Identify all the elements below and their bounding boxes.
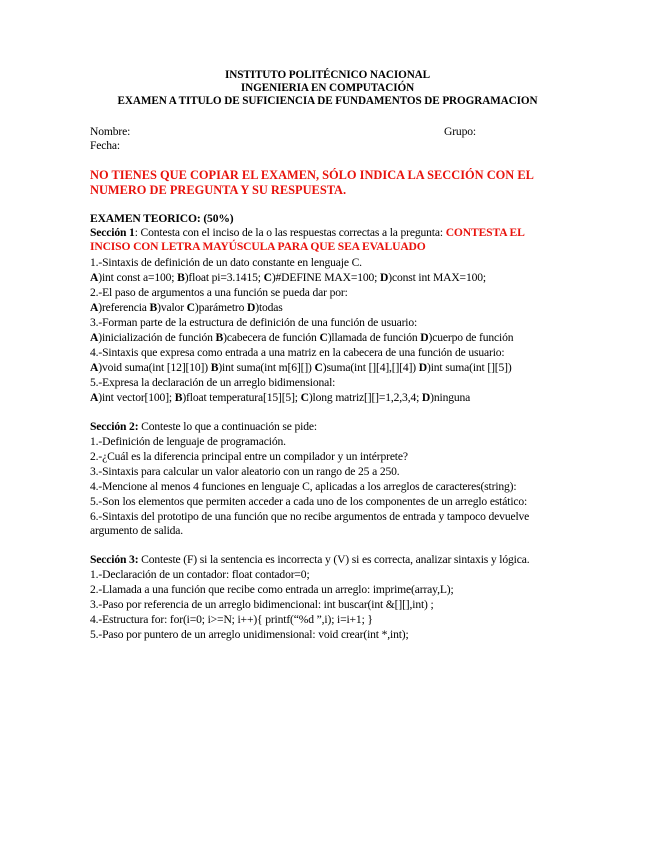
sec2-label: Sección 2: <box>90 420 139 433</box>
sec3-label: Sección 3: <box>90 553 139 566</box>
option-text: )int vector[100]; <box>98 391 175 404</box>
sec2-intro <box>90 420 317 434</box>
option-text: )float temperatura[15][5]; <box>182 391 301 404</box>
sec1-question-3: 3.-Forman parte de la estructura de definición de una función de usuario: <box>90 316 418 329</box>
sec2-item: 3.-Sintaxis para calcular un valor aleatorio con un rango de 25 a 250. <box>90 465 400 478</box>
option-letter: B <box>177 271 185 284</box>
option-letter: A <box>90 391 99 404</box>
notice-line-1: NO TIENES QUE COPIAR EL EXAMEN, SÓLO INDICA LA SECCIÓN CON EL <box>90 168 534 182</box>
sec2-intro-text: Conteste lo que a continuación se pide: <box>138 420 317 433</box>
option-letter: D <box>247 301 256 314</box>
option-letter: C <box>300 391 309 404</box>
option-text: )inicialización de función <box>98 331 216 344</box>
sec3-item: 2.-Llamada a una función que recibe como entrada un arreglo: imprime(array,L); <box>90 583 454 596</box>
sec1-question-5-options <box>90 391 470 405</box>
sec1-label: Sección 1 <box>90 226 135 239</box>
option-text: )cuerpo de función <box>428 331 514 344</box>
sec3-item: 4.-Estructura for: for(i=0; i>=N; i++){ printf(“%d ”,i); i=i+1; } <box>90 613 373 626</box>
option-text: )#DEFINE MAX=100; <box>271 271 380 284</box>
exam-title: EXAMEN A TITULO DE SUFICIENCIA DE FUNDAMENTOS DE PROGRAMACION <box>117 95 538 107</box>
sec3-item: 3.-Paso por referencia de un arreglo bidimencional: int buscar(int &[][],int) ; <box>90 598 434 611</box>
option-letter: B <box>174 391 183 404</box>
institution-title: INSTITUTO POLITÉCNICO NACIONAL <box>224 69 431 81</box>
option-letter: C <box>319 331 328 344</box>
option-text: )suma(int [][4],[][4]) <box>322 361 419 374</box>
sec2-item: 2.-¿Cuál es la diferencia principal entre un compilador y un intérprete? <box>90 450 408 463</box>
option-text: )float pi=3.1415; <box>184 271 264 284</box>
option-text: )int suma(int m[6][]) <box>218 361 315 374</box>
sec2-item: argumento de salida. <box>90 524 184 537</box>
sec2-item: 5.-Son los elementos que permiten acceder a cada uno de los componentes de un arreglo estático: <box>90 495 528 508</box>
grupo-label: Grupo: <box>444 125 476 138</box>
notice-line-2: NUMERO DE PREGUNTA Y SU RESPUESTA. <box>90 183 347 197</box>
sec3-item: 1.-Declaración de un contador: float contador=0; <box>90 568 310 581</box>
sec1-question-4: 4.-Sintaxis que expresa como entrada a una matriz en la cabecera de una función de usuario: <box>90 346 505 359</box>
option-letter: B <box>149 301 158 314</box>
option-letter: B <box>210 361 219 374</box>
sec1-question-1-options <box>90 271 486 285</box>
option-text: )int const a=100; <box>98 271 178 284</box>
option-text: )llamada de función <box>327 331 421 344</box>
sec1-question-5: 5.-Expresa la declaración de un arreglo bidimensional: <box>90 376 336 389</box>
sec3-item: 5.-Paso por puntero de un arreglo unidimensional: void crear(int *,int); <box>90 628 409 641</box>
option-letter: A <box>90 361 99 374</box>
option-letter: D <box>418 361 427 374</box>
option-letter: D <box>421 391 431 404</box>
sec1-question-4-options <box>90 361 512 375</box>
option-letter: A <box>90 301 99 314</box>
option-text: )ninguna <box>430 391 471 404</box>
nombre-label: Nombre: <box>90 125 131 138</box>
option-text: )long matriz[][]=1,2,3,4; <box>308 391 422 404</box>
sec3-intro-text: Conteste (F) si la sentencia es incorrecta y (V) si es correcta, analizar sintaxis y lógica. <box>138 553 530 566</box>
sec2-item: 1.-Definición de lenguaje de programación. <box>90 435 286 448</box>
option-text: )valor <box>157 301 187 314</box>
fecha-label: Fecha: <box>90 139 121 152</box>
sec1-question-1: 1.-Sintaxis de definición de un dato constante en lenguaje C. <box>90 256 362 269</box>
program-title: INGENIERIA EN COMPUTACIÓN <box>240 82 415 94</box>
option-text: )cabecera de función <box>223 331 320 344</box>
option-letter: B <box>215 331 224 344</box>
sec2-item: 6.-Sintaxis del prototipo de una función que no recibe argumentos de entrada y tampoco devuelve <box>90 510 530 523</box>
option-text: )const int MAX=100; <box>388 271 486 284</box>
option-text: )parámetro <box>194 301 247 314</box>
sec3-intro <box>90 553 529 567</box>
sec2-item: 4.-Mencione al menos 4 funciones en lenguaje C, aplicadas a los arreglos de caracteres(string): <box>90 480 517 493</box>
option-letter: C <box>314 361 323 374</box>
option-text: )int suma(int [][5]) <box>427 361 512 374</box>
option-letter: C <box>263 271 272 284</box>
sec1-question-3-options <box>90 331 513 345</box>
sec1-question-2: 2.-El paso de argumentos a una función se pueda dar por: <box>90 286 348 299</box>
option-letter: C <box>186 301 195 314</box>
option-letter: D <box>420 331 429 344</box>
sec1-intro <box>90 226 525 240</box>
sec1-intro-text: : Contesta con el inciso de la o las respuestas correctas a la pregunta: <box>134 226 446 239</box>
option-text: )todas <box>255 301 283 314</box>
teorico-heading: EXAMEN TEORICO: (50%) <box>90 212 234 225</box>
sec1-question-2-options <box>90 301 283 315</box>
option-text: )void suma(int [12][10]) <box>98 361 211 374</box>
sec1-instruction-2: INCISO CON LETRA MAYÚSCULA PARA QUE SEA EVALUADO <box>90 240 426 253</box>
option-letter: A <box>90 271 99 284</box>
option-letter: D <box>380 271 389 284</box>
sec1-instruction-1: CONTESTA EL <box>445 226 525 239</box>
option-letter: A <box>90 331 99 344</box>
option-text: )referencia <box>98 301 150 314</box>
